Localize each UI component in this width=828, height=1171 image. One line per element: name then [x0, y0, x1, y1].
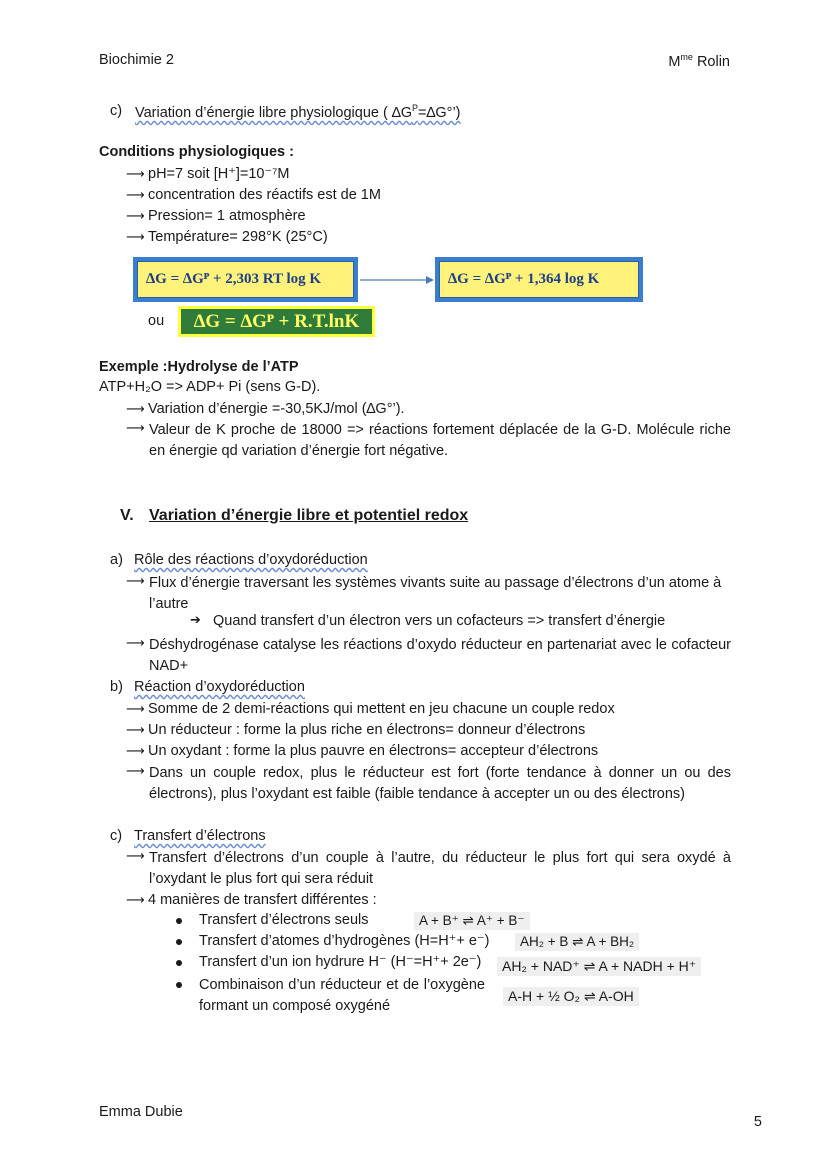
arrow-icon: ⟶: [126, 723, 145, 738]
page-number: 5: [753, 1114, 762, 1130]
arrow-icon: ⟶: [126, 167, 145, 182]
exemple-item: Valeur de K proche de 18000 => réactions fortement déplacée de la G-D. Molécule riche en énergie qd variation d’énergie fort négative.: [149, 422, 731, 459]
sub-c-item: ⟶ 4 manières de transfert différentes :: [126, 890, 377, 911]
bullet-icon: [176, 918, 182, 924]
bullet-icon: [176, 939, 182, 945]
sub-b-item: ⟶ Un réducteur : forme la plus riche en électrons= donneur d’électrons: [126, 720, 585, 741]
arrow-icon: ⟶: [126, 893, 145, 908]
sub-c-label: c): [110, 828, 123, 844]
footer-author: Emma Dubie: [99, 1104, 183, 1120]
conditions-item: ⟶ concentration des réactifs est de 1M: [126, 185, 381, 206]
sub-a-title: Rôle des réactions d’oxydoréduction: [134, 552, 368, 568]
conditions-item: ⟶ Température= 298°K (25°C): [126, 227, 328, 248]
ou-label: ou: [148, 313, 165, 329]
arrow-icon: ⟶: [126, 402, 145, 417]
sub-b-item: Dans un couple redox, plus le réducteur est fort (forte tendance à donner un ou des électrons), plus l’oxydant est faible (faible tendance à accepter un ou des électrons): [149, 765, 731, 802]
section-v-title: Variation d’énergie libre et potentiel redox: [149, 507, 469, 524]
bold-arrow-icon: ➔: [190, 612, 201, 627]
sub-a-subitem: Quand transfert d’un électron vers un cofacteurs => transfert d’énergie: [213, 613, 666, 629]
conditions-item: ⟶ Pression= 1 atmosphère: [126, 206, 306, 227]
arrow-icon: ⟶: [126, 421, 145, 436]
transfer-equation: A-H + ½ O₂ ⇌ A-OH: [503, 987, 639, 1006]
sub-b-label: b): [110, 679, 123, 695]
exemple-heading: Exemple :Hydrolyse de l’ATP: [99, 359, 299, 375]
formula-box-2: ∆G = ∆Gᴾ + 1,364 log K: [435, 257, 643, 302]
arrow-icon: ⟶: [126, 188, 145, 203]
arrow-icon: ⟶: [126, 764, 145, 779]
exemple-item: ⟶ Variation d’énergie =-30,5KJ/mol (∆G°’).: [126, 399, 405, 420]
transfer-equation: A + B⁺ ⇌ A⁺ + B⁻: [414, 912, 530, 930]
sub-a-item: Déshydrogénase catalyse les réactions d’oxydo réducteur en partenariat avec le cofacteur NAD+: [149, 637, 731, 674]
transfer-type: Transfert d’un ion hydrure H⁻ (H⁻=H⁺+ 2e⁻): [199, 954, 482, 970]
sub-c-item: Transfert d’électrons d’un couple à l’autre, du réducteur le plus fort qui sera oxydé à l’oxydant le plus fort qui sera réduit: [149, 850, 731, 887]
transfer-type: Transfert d’atomes d’hydrogènes (H=H⁺+ e⁻): [199, 933, 490, 949]
bullet-icon: [176, 982, 182, 988]
exemple-reaction: ATP+H₂O => ADP+ Pi (sens G-D).: [99, 379, 321, 395]
sub-a-item: Flux d’énergie traversant les systèmes vivants suite au passage d’électrons d’un atome à l’autre: [149, 575, 722, 612]
bullet-icon: [176, 960, 182, 966]
arrow-icon: ⟶: [126, 574, 145, 589]
section-c1-label: c): [110, 103, 123, 119]
header-left: Biochimie 2: [99, 52, 174, 68]
section-c1-title: Variation d’énergie libre physiologique ( $\Delta G^P=\Delta G^\circ$’): [135, 103, 461, 121]
header-right: $M^{me}$ Rolin: [668, 52, 730, 70]
transfer-type: Transfert d’électrons seuls: [199, 912, 369, 928]
conditions-item: ⟶ pH=7 soit [H⁺]=10⁻⁷M: [126, 164, 289, 185]
sub-b-item: ⟶ Somme de 2 demi-réactions qui mettent en jeu chacune un couple redox: [126, 699, 615, 720]
arrow-icon: ⟶: [126, 209, 145, 224]
arrow-icon: ⟶: [126, 849, 145, 864]
sub-a-label: a): [110, 552, 123, 568]
arrow-icon: ⟶: [126, 636, 145, 651]
transfer-type: Combinaison d’un réducteur et de l’oxygène formant un composé oxygéné: [199, 977, 485, 1014]
sub-b-item: ⟶ Un oxydant : forme la plus pauvre en électrons= accepteur d’électrons: [126, 741, 598, 762]
transfer-equation: AH₂ + B ⇌ A + BH₂: [515, 933, 639, 951]
formula-box-1: ∆G = ∆Gᴾ + 2,303 RT log K: [133, 257, 358, 302]
transfer-equation: AH₂ + NAD⁺ ⇌ A + NADH + H⁺: [497, 957, 701, 976]
sub-c-title: Transfert d’électrons: [134, 828, 266, 844]
arrow-icon: ⟶: [126, 230, 145, 245]
right-arrow-icon: [358, 273, 436, 287]
arrow-icon: ⟶: [126, 702, 145, 717]
section-v-number: V.: [120, 507, 134, 524]
sub-b-title: Réaction d’oxydoréduction: [134, 679, 305, 695]
formula-box-3: ∆G = ∆Gᴾ + R.T.lnK: [178, 306, 375, 337]
arrow-icon: ⟶: [126, 744, 145, 759]
conditions-heading: Conditions physiologiques :: [99, 144, 294, 160]
